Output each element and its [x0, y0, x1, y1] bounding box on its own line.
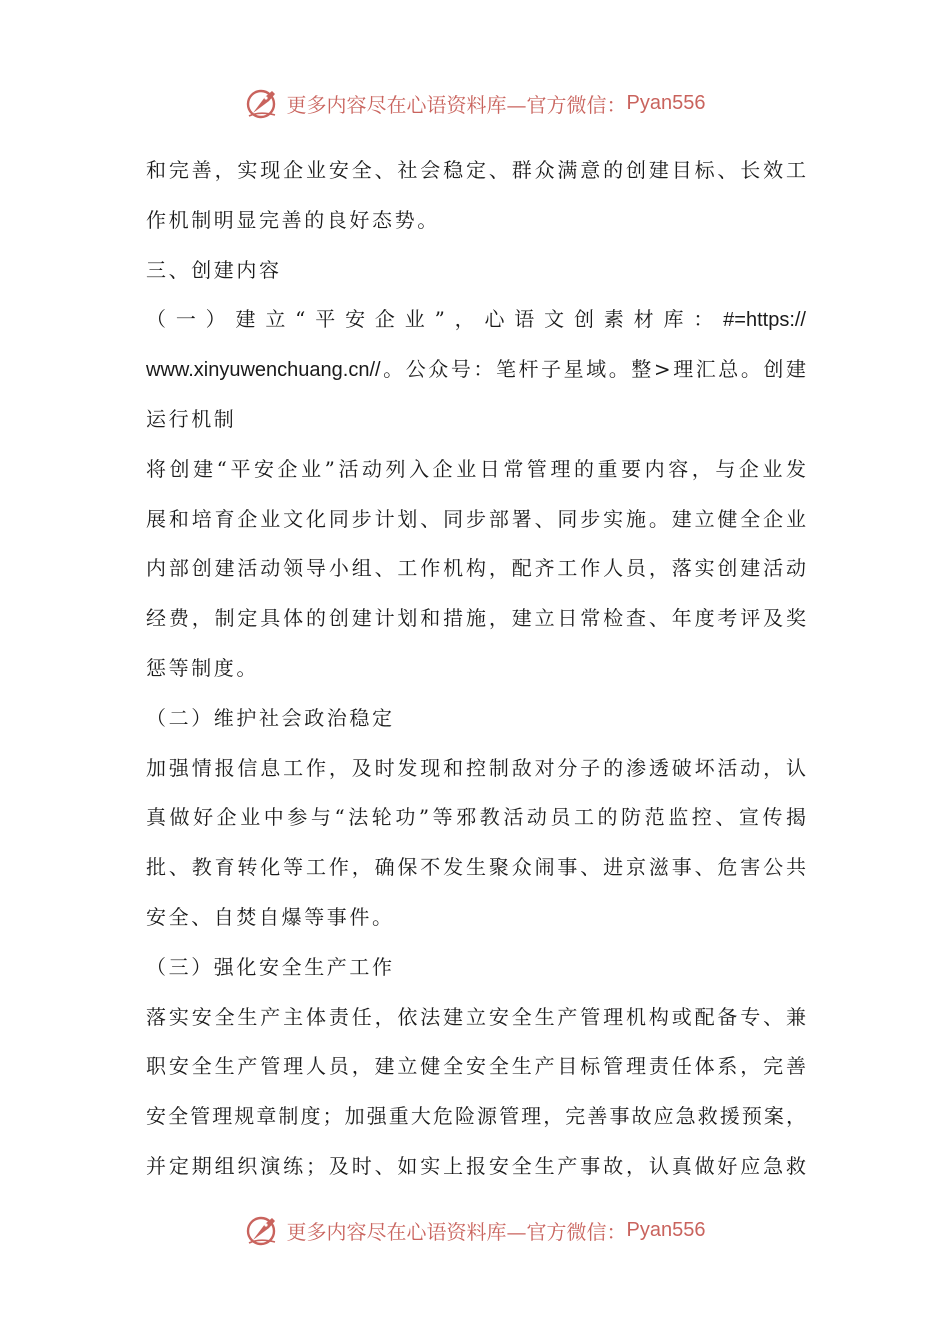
- body-line: 惩等制度。: [146, 655, 259, 680]
- banner-wechat-id: Pyan556: [626, 91, 706, 114]
- pen-nib-circle-icon: [245, 85, 281, 121]
- subsection-heading-1: [146, 295, 806, 345]
- subsection-heading-text: （一）建立“平安企业”，心语文创素材库：: [146, 307, 724, 332]
- body-line-text: 。公众号：笔杆子星域。整>理汇总。创建: [380, 357, 806, 382]
- subsection-heading-3: （三）强化安全生产工作: [146, 954, 395, 979]
- body-line: 落实安全生产主体责任，依法建立安全生产管理机构或配备专、兼: [146, 1004, 806, 1029]
- body-line: 经费，制定具体的创建计划和措施，建立日常检查、年度考评及奖: [146, 606, 806, 631]
- section-heading: 三、创建内容: [146, 257, 282, 282]
- subsection-heading-2: （二）维护社会政治稳定: [146, 705, 395, 730]
- body-line: 作机制明显完善的良好态势。: [146, 207, 440, 232]
- body-line: 安全管理规章制度；加强重大危险源管理，完善事故应急救援预案，: [146, 1104, 806, 1129]
- url-text-2: www.xinyuwenchuang.cn//: [146, 359, 381, 382]
- body-line: 和完善，实现企业安全、社会稳定、群众满意的创建目标、长效工: [146, 158, 806, 182]
- header-banner: [0, 83, 950, 123]
- footer-banner: [0, 1210, 950, 1250]
- body-line: 职安全生产管理人员，建立健全安全生产目标管理责任体系，完善: [146, 1054, 806, 1079]
- pen-nib-circle-icon: [245, 1212, 281, 1248]
- body-line: 批、教育转化等工作，确保不发生聚众闹事、进京滋事、危害公共: [146, 855, 806, 880]
- body-line: 内部创建活动领导小组、工作机构，配齐工作人员，落实创建活动: [146, 556, 806, 581]
- document-body: [146, 146, 806, 1192]
- body-line: 展和培育企业文化同步计划、同步部署、同步实施。建立健全企业: [146, 506, 806, 531]
- body-line: 加强情报信息工作，及时发现和控制敌对分子的渗透破坏活动，认: [146, 755, 806, 780]
- body-line: 运行机制: [146, 406, 237, 431]
- body-line: 将创建“平安企业”活动列入企业日常管理的重要内容，与企业发: [146, 456, 806, 481]
- body-line: [146, 345, 806, 395]
- banner-text: 更多内容尽在心语资料库—官方微信：: [286, 92, 627, 117]
- url-text-1: #=https://: [723, 309, 806, 332]
- banner-text: 更多内容尽在心语资料库—官方微信：: [286, 1219, 627, 1244]
- banner-wechat-id: Pyan556: [626, 1218, 706, 1241]
- body-line: 并定期组织演练；及时、如实上报安全生产事故，认真做好应急救: [146, 1153, 806, 1178]
- body-line: 真做好企业中参与“法轮功”等邪教活动员工的防范监控、宣传揭: [146, 805, 806, 830]
- body-line: 安全、自焚自爆等事件。: [146, 904, 395, 929]
